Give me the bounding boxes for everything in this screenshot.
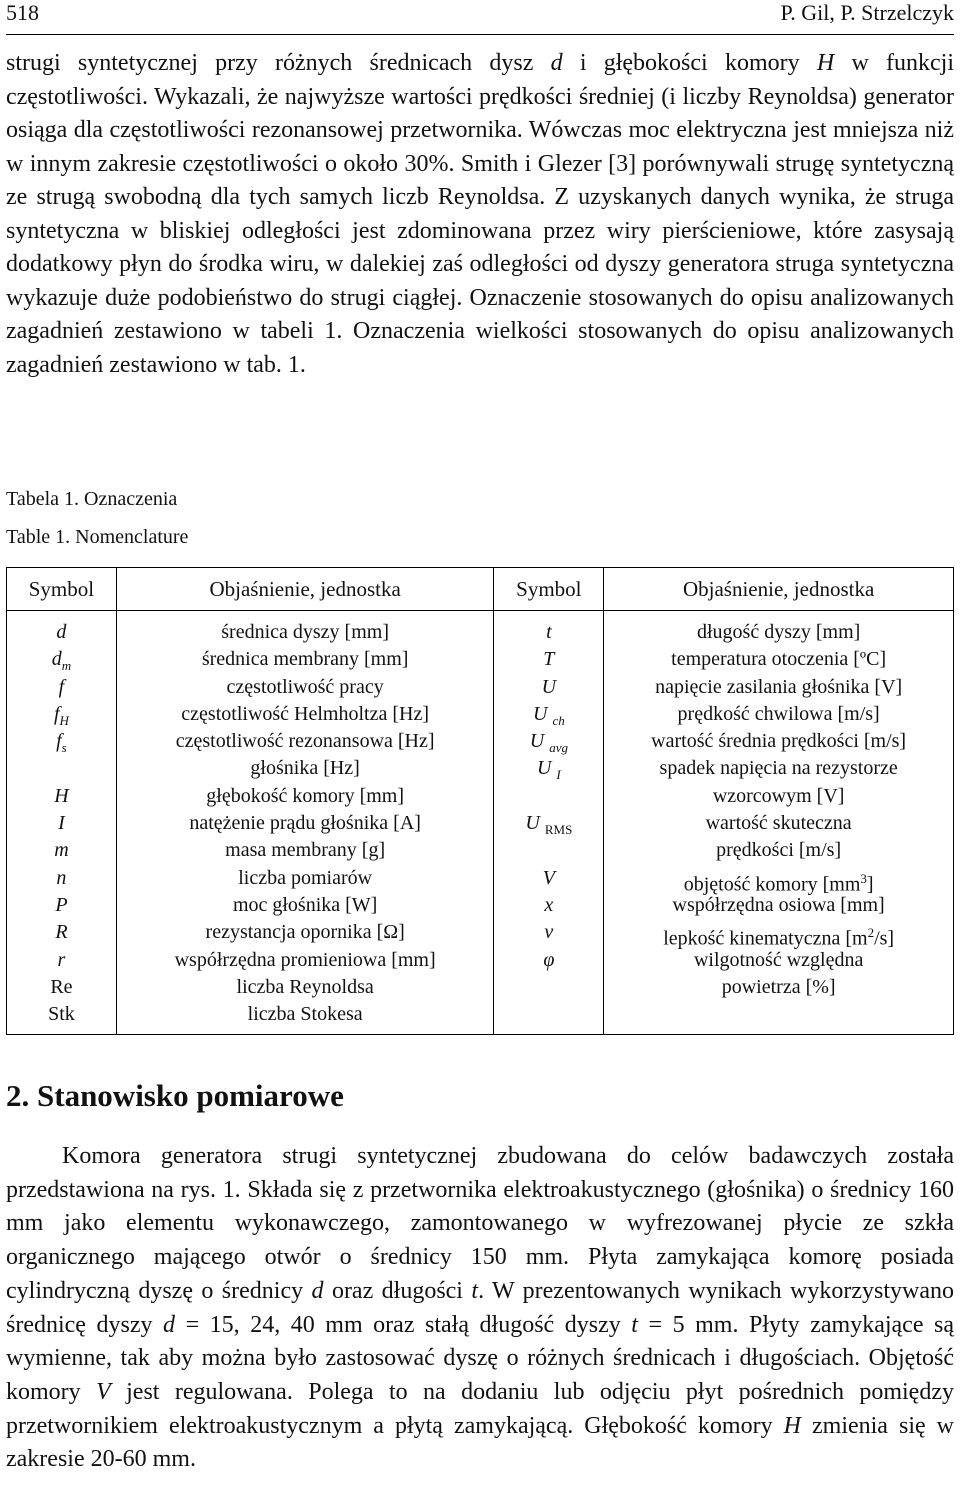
intro-paragraph <box>6 47 954 382</box>
description-text: napięcie zasilania głośnika [V] <box>655 675 903 698</box>
symbol <box>546 621 552 643</box>
symbol-base: R <box>55 921 68 944</box>
symbol-cell <box>494 974 603 1001</box>
description-text: wartość średnia prędkości [m/s] <box>651 730 907 753</box>
description-text: wilgotność względna <box>693 948 864 971</box>
description-cell: moc głośnika [W] <box>232 893 378 916</box>
symbol-d: d <box>550 50 563 76</box>
symbol-t: t <box>471 1277 479 1304</box>
text-run: zmienia się w zakresie 20-60 mm. <box>6 1412 955 1473</box>
description-cell: częstotliwość pracy <box>226 675 384 698</box>
symbol <box>55 921 67 943</box>
running-authors: P. Gil, P. Strzelczyk <box>780 0 954 25</box>
symbol-base: U <box>525 812 545 835</box>
symbol <box>54 785 68 807</box>
description-cell <box>604 892 953 919</box>
text-run: i głębokości komory <box>562 50 817 76</box>
symbol-base: φ <box>543 948 555 971</box>
running-header <box>6 0 954 35</box>
symbol-cell <box>7 865 116 892</box>
description-text: /s] <box>874 927 895 950</box>
nomenclature-table <box>6 567 954 1035</box>
description-cell: masa membrany [g] <box>225 839 386 862</box>
description-text: współrzędna osiowa [mm] <box>672 893 885 916</box>
symbol <box>59 676 65 698</box>
description-cell: współrzędna promieniowa [mm] <box>174 948 436 971</box>
symbol <box>536 757 561 783</box>
symbol-base: Stk <box>48 1003 75 1026</box>
unit-exponent: 3 <box>860 870 867 886</box>
symbol-cell <box>494 701 603 728</box>
table-body <box>7 611 954 1035</box>
symbol-base: P <box>55 893 68 916</box>
symbol <box>56 867 66 889</box>
description-cell: liczba pomiarów <box>238 866 373 889</box>
symbol-cell <box>7 619 116 646</box>
unit-exponent: 2 <box>867 925 875 941</box>
header-description: Objaśnienie, jednostka <box>116 568 494 611</box>
symbol-cell <box>494 919 603 946</box>
symbol <box>543 648 554 670</box>
description-cell <box>604 646 953 673</box>
symbol-base: Re <box>50 975 73 998</box>
symbol <box>542 676 556 698</box>
description-cell: średnica membrany [mm] <box>201 648 409 671</box>
symbol-cell <box>7 919 116 946</box>
description-cell: głośnika [Hz] <box>250 757 360 780</box>
table-caption-en: Table 1. Nomenclature <box>6 526 189 548</box>
text-run: Komora generatora strugi syntetycznej zbudowana do celów badawczych została przedstawiona na rys. 1. Składa się z przetwornika elektroakustycznego (głośnika) o średnicy 160 mm jako elementu wykonawczego, zamontowanego w wyfrezowanej płycie ze szkła organicznego mającego otwór o średnicy 150 mm. Płyta zamykająca komorę posiada cylindryczną dyszę o średnicy <box>6 1143 954 1304</box>
symbol-subscript: s <box>61 740 67 756</box>
page-number: 518 <box>6 0 39 25</box>
symbol-subscript: I <box>556 767 561 783</box>
symbol-cell <box>7 837 116 864</box>
description-cell: głębokość komory [mm] <box>206 784 405 807</box>
setup-paragraph <box>6 1140 954 1477</box>
symbol-cell <box>7 947 116 974</box>
symbol <box>56 621 66 643</box>
symbol-d: d <box>163 1311 176 1338</box>
table-caption-pl: Tabela 1. Oznaczenia <box>6 488 178 510</box>
symbol-cell <box>7 892 116 919</box>
symbol-cell <box>494 1001 603 1028</box>
symbol-subscript: H <box>59 712 69 728</box>
symbol-cell <box>7 1001 116 1028</box>
description-text: ] <box>866 873 874 896</box>
symbol <box>54 839 68 861</box>
header-description: Objaśnienie, jednostka <box>604 568 954 611</box>
text-run: strugi syntetycznej przy różnych średnicach dysz <box>6 50 551 76</box>
description-cell <box>604 728 953 755</box>
description-cell: rezystancja opornika [Ω] <box>205 921 405 944</box>
symbol-cell <box>7 783 116 810</box>
symbol <box>58 949 66 971</box>
description-text: lepkość kinematyczna [m <box>663 927 868 950</box>
symbol-cell <box>494 837 603 864</box>
symbol-h: H <box>816 50 835 76</box>
symbol-base: f <box>58 675 65 698</box>
symbol-base: U <box>536 757 557 780</box>
description-cell: liczba Stokesa <box>247 1003 363 1026</box>
description-cell: średnica dyszy [mm] <box>221 621 389 643</box>
description-cell <box>604 701 953 728</box>
symbol <box>543 949 554 971</box>
symbol-base: T <box>543 648 555 671</box>
description-text: prędkość chwilowa [m/s] <box>677 702 880 725</box>
symbol <box>58 812 65 834</box>
text-run: oraz długości <box>323 1277 472 1304</box>
symbol-base: I <box>58 812 65 835</box>
symbol <box>532 702 565 728</box>
symbol-base: t <box>546 621 552 643</box>
symbol-subscript: avg <box>549 740 568 756</box>
symbol-base: f <box>56 730 62 753</box>
symbol <box>543 867 555 889</box>
symbol-v: V <box>96 1378 111 1405</box>
symbol-base: d <box>51 648 62 671</box>
symbol-subscript: ch <box>552 712 565 728</box>
symbol-subscript: m <box>61 658 72 674</box>
symbol <box>53 702 69 728</box>
symbol-base: U <box>529 730 550 753</box>
text-run: = 5 mm. Płyty zamykające są wymienne, tak aby można było zastosować dyszę o różnych średnicach i długościach. Objętość komory <box>6 1311 955 1405</box>
symbol-cell <box>494 865 603 892</box>
symbol <box>525 812 573 838</box>
description-text: długość dyszy [mm] <box>696 621 861 643</box>
description-text: wartość skuteczna <box>705 812 852 835</box>
text-run: . W prezentowanych wynikach wykorzystywano średnicę dyszy <box>6 1277 955 1338</box>
description-cell <box>604 1001 953 1028</box>
description-cell <box>604 865 953 896</box>
symbol <box>544 894 553 916</box>
symbol-cell <box>7 646 116 673</box>
symbol-cell <box>494 810 603 837</box>
symbol <box>544 921 553 943</box>
symbol-base: m <box>54 839 69 862</box>
description-cell <box>604 837 953 864</box>
header-symbol: Symbol <box>7 568 117 611</box>
right-description-column <box>604 611 954 1035</box>
symbol-cell <box>494 892 603 919</box>
description-cell <box>604 974 953 1001</box>
symbol-base: d <box>56 621 67 643</box>
symbol-base: r <box>57 948 66 971</box>
text-run: w funkcji częstotliwości. Wykazali, że najwyższe wartości prędkości średniej (i liczby Reynoldsa) generator osiąga dla częstotliwości rezonansowej przetwornika. Wówczas moc elektryczna jest mniejsza niż w innym zakresie częstotliwości o około 30%. Smith i Glezer [3] porównywali strugę syntetyczną ze strugą swobodną dla tych samych liczb Reynoldsa. Z uzyskanych danych wynika, że struga syntetyczna w bliskiej odległości jest zdominowana przez wiry pierścieniowe, które zasysają dodatkowy płyn do środka wiru, w dalekiej zaś odległości od dyszy generatora struga syntetyczna wykazuje duże podobieństwo do strugi ciągłej. Oznaczenie stosowanych do opisu analizowanych zagadnień zestawiono w tabeli 1. Oznaczenia wielkości stosowanych do opisu analizowanych zagadnień zestawiono w tab. 1. <box>6 50 954 378</box>
symbol-cell <box>494 674 603 701</box>
symbol <box>529 730 568 756</box>
description-cell: częstotliwość Helmholtza [Hz] <box>181 702 429 725</box>
description-cell <box>604 810 953 837</box>
symbol-base: ν <box>544 921 554 944</box>
description-text: objętość komory [mm <box>683 873 861 896</box>
description-cell: częstotliwość rezonansowa [Hz] <box>175 730 435 753</box>
symbol-base: n <box>56 866 67 889</box>
description-cell <box>604 947 953 974</box>
symbol-t: t <box>631 1311 638 1338</box>
symbol-base: x <box>544 893 554 916</box>
symbol-cell <box>7 701 116 728</box>
section-heading: 2. Stanowisko pomiarowe <box>6 1078 344 1113</box>
description-cell <box>604 919 953 950</box>
symbol-base: U <box>532 702 553 725</box>
symbol-cell <box>7 974 116 1001</box>
text-run: jest regulowana. Polega to na dodaniu lub odjęciu płyt pośrednich pomiędzy przetwornikiem elektroakustycznym a płytą zamykającą. Głębokość komory <box>6 1378 954 1439</box>
description-text: wzorcowym [V] <box>712 784 845 807</box>
symbol <box>50 976 72 998</box>
symbol-cell <box>494 646 603 673</box>
description-text: powietrza [%] <box>721 975 836 998</box>
symbol-cell <box>494 783 603 810</box>
symbol-cell <box>494 755 603 782</box>
text-run: = 15, 24, 40 mm oraz stałą długość dyszy <box>175 1311 632 1338</box>
symbol-cell <box>7 755 116 782</box>
symbol-cell <box>7 810 116 837</box>
description-cell <box>604 674 953 701</box>
description-cell: liczba Reynoldsa <box>236 975 374 998</box>
symbol <box>56 730 67 756</box>
symbol-cell <box>494 728 603 755</box>
description-cell: natężenie prądu głośnika [A] <box>189 812 421 835</box>
symbol-cell <box>494 947 603 974</box>
left-description-column <box>116 611 494 1035</box>
symbol-d: d <box>311 1277 324 1304</box>
symbol <box>55 894 67 916</box>
symbol-cell <box>7 674 116 701</box>
description-text: spadek napięcia na rezystorze <box>659 757 898 780</box>
symbol-base: H <box>54 784 69 807</box>
header-symbol: Symbol <box>494 568 604 611</box>
symbol <box>48 1003 75 1025</box>
description-text: prędkości [m/s] <box>716 839 842 862</box>
left-symbol-column <box>7 611 117 1035</box>
symbol-base: f <box>53 702 60 725</box>
description-cell <box>604 619 953 646</box>
table-header-row <box>7 568 954 611</box>
symbol-subscript: RMS <box>544 822 573 838</box>
description-cell <box>604 783 953 810</box>
symbol-cell <box>7 728 116 755</box>
symbol <box>51 648 72 674</box>
symbol-base: V <box>542 866 555 889</box>
symbol-base: U <box>541 675 557 698</box>
symbol-h: H <box>783 1412 801 1439</box>
description-cell <box>604 755 953 782</box>
symbol-cell <box>494 619 603 646</box>
description-text: temperatura otoczenia [ºC] <box>671 648 887 671</box>
right-symbol-column <box>494 611 604 1035</box>
